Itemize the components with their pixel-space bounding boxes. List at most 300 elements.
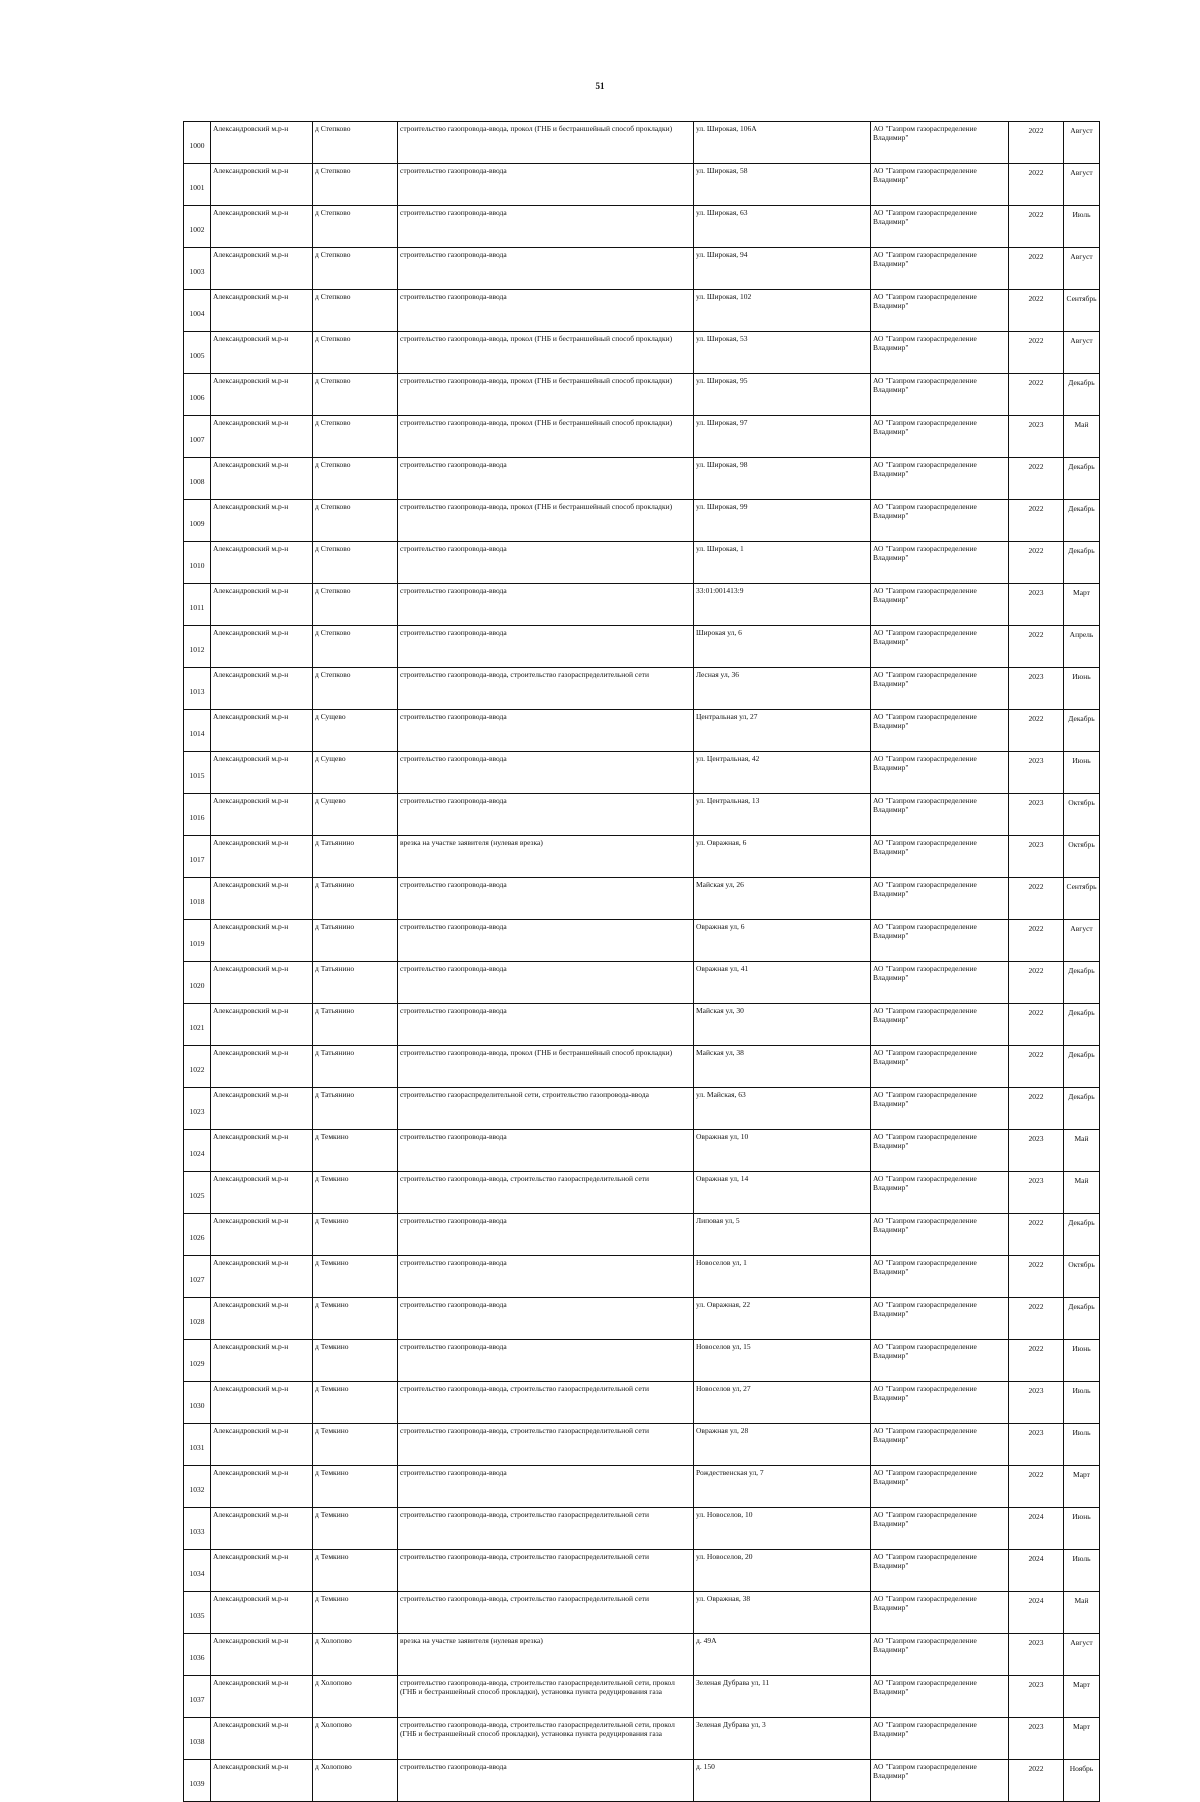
table-row	[184, 332, 1100, 374]
address-cell: Майская ул, 26	[694, 878, 871, 920]
district-cell: Александровский м.р-н	[211, 1676, 313, 1718]
row-number: 1030	[184, 1382, 211, 1424]
address-cell: Новоселов ул, 1	[694, 1256, 871, 1298]
year-cell: 2023	[1009, 1172, 1064, 1214]
address-cell: ул. Широкая, 98	[694, 458, 871, 500]
district-cell: Александровский м.р-н	[211, 1298, 313, 1340]
village-cell: д Темкино	[313, 1592, 398, 1634]
table-row	[184, 1088, 1100, 1130]
work-type-cell: строительство газопровода-ввода	[398, 542, 694, 584]
district-cell: Александровский м.р-н	[211, 752, 313, 794]
month-cell: Май	[1064, 1172, 1100, 1214]
address-cell: ул. Широкая, 58	[694, 164, 871, 206]
address-cell: Лесная ул, 36	[694, 668, 871, 710]
address-cell: Овражная ул, 10	[694, 1130, 871, 1172]
district-cell: Александровский м.р-н	[211, 416, 313, 458]
work-type-cell: строительство газопровода-ввода	[398, 206, 694, 248]
village-cell: д Холопово	[313, 1676, 398, 1718]
village-cell: д Степково	[313, 458, 398, 500]
district-cell: Александровский м.р-н	[211, 1130, 313, 1172]
district-cell: Александровский м.р-н	[211, 1550, 313, 1592]
year-cell: 2023	[1009, 1676, 1064, 1718]
year-cell: 2022	[1009, 290, 1064, 332]
village-cell: д Холопово	[313, 1634, 398, 1676]
year-cell: 2022	[1009, 332, 1064, 374]
village-cell: д Степково	[313, 206, 398, 248]
year-cell: 2022	[1009, 962, 1064, 1004]
table-row	[184, 1214, 1100, 1256]
table-row	[184, 878, 1100, 920]
row-number: 1031	[184, 1424, 211, 1466]
work-type-cell: строительство газопровода-ввода	[398, 1760, 694, 1802]
organization-cell: АО "Газпром газораспределение Владимир"	[871, 1298, 1009, 1340]
district-cell: Александровский м.р-н	[211, 206, 313, 248]
year-cell: 2022	[1009, 1046, 1064, 1088]
address-cell: Зеленая Дубрава ул, 11	[694, 1676, 871, 1718]
table-row	[184, 962, 1100, 1004]
year-cell: 2022	[1009, 626, 1064, 668]
year-cell: 2023	[1009, 416, 1064, 458]
district-cell: Александровский м.р-н	[211, 248, 313, 290]
table-row	[184, 374, 1100, 416]
organization-cell: АО "Газпром газораспределение Владимир"	[871, 1214, 1009, 1256]
work-type-cell: строительство газопровода-ввода, строительство газораспределительной сети, прокол (ГНБ и бестраншейный способ прокладки), установка пункта редуцирования газа	[398, 1676, 694, 1718]
table-row	[184, 458, 1100, 500]
village-cell: д Холопово	[313, 1718, 398, 1760]
district-cell: Александровский м.р-н	[211, 332, 313, 374]
district-cell: Александровский м.р-н	[211, 794, 313, 836]
address-cell: Новоселов ул, 15	[694, 1340, 871, 1382]
organization-cell: АО "Газпром газораспределение Владимир"	[871, 584, 1009, 626]
table-row	[184, 248, 1100, 290]
address-cell: ул. Широкая, 1	[694, 542, 871, 584]
work-type-cell: строительство газопровода-ввода, прокол (ГНБ и бестраншейный способ прокладки)	[398, 416, 694, 458]
month-cell: Август	[1064, 248, 1100, 290]
village-cell: д Татьянино	[313, 1088, 398, 1130]
organization-cell: АО "Газпром газораспределение Владимир"	[871, 500, 1009, 542]
district-cell: Александровский м.р-н	[211, 1382, 313, 1424]
work-type-cell: строительство газопровода-ввода	[398, 1340, 694, 1382]
village-cell: д Сущево	[313, 794, 398, 836]
work-type-cell: строительство газопровода-ввода, прокол (ГНБ и бестраншейный способ прокладки)	[398, 1046, 694, 1088]
table-row	[184, 164, 1100, 206]
month-cell: Июнь	[1064, 1340, 1100, 1382]
address-cell: ул. Центральная, 42	[694, 752, 871, 794]
month-cell: Декабрь	[1064, 962, 1100, 1004]
row-number: 1005	[184, 332, 211, 374]
organization-cell: АО "Газпром газораспределение Владимир"	[871, 1004, 1009, 1046]
village-cell: д Сущево	[313, 752, 398, 794]
address-cell: ул. Овражная, 38	[694, 1592, 871, 1634]
organization-cell: АО "Газпром газораспределение Владимир"	[871, 1634, 1009, 1676]
village-cell: д Татьянино	[313, 1004, 398, 1046]
year-cell: 2022	[1009, 1004, 1064, 1046]
table-row	[184, 1004, 1100, 1046]
organization-cell: АО "Газпром газораспределение Владимир"	[871, 248, 1009, 290]
row-number: 1010	[184, 542, 211, 584]
address-cell: ул. Овражная, 6	[694, 836, 871, 878]
work-type-cell: строительство газопровода-ввода	[398, 584, 694, 626]
village-cell: д Степково	[313, 542, 398, 584]
organization-cell: АО "Газпром газораспределение Владимир"	[871, 122, 1009, 164]
month-cell: Март	[1064, 584, 1100, 626]
year-cell: 2022	[1009, 164, 1064, 206]
month-cell: Декабрь	[1064, 500, 1100, 542]
district-cell: Александровский м.р-н	[211, 1508, 313, 1550]
village-cell: д Темкино	[313, 1298, 398, 1340]
work-type-cell: строительство газопровода-ввода, строительство газораспределительной сети	[398, 1382, 694, 1424]
year-cell: 2022	[1009, 1088, 1064, 1130]
table-body	[184, 122, 1100, 1802]
year-cell: 2022	[1009, 122, 1064, 164]
table-row	[184, 584, 1100, 626]
table-row	[184, 1340, 1100, 1382]
row-number: 1027	[184, 1256, 211, 1298]
district-cell: Александровский м.р-н	[211, 878, 313, 920]
village-cell: д Темкино	[313, 1466, 398, 1508]
month-cell: Октябрь	[1064, 794, 1100, 836]
table-row	[184, 206, 1100, 248]
table-row	[184, 1424, 1100, 1466]
work-type-cell: строительство газораспределительной сети, строительство газопровода-ввода	[398, 1088, 694, 1130]
table-row	[184, 1382, 1100, 1424]
village-cell: д Темкино	[313, 1424, 398, 1466]
year-cell: 2023	[1009, 794, 1064, 836]
address-cell: ул. Майская, 63	[694, 1088, 871, 1130]
month-cell: Ноябрь	[1064, 1760, 1100, 1802]
month-cell: Декабрь	[1064, 1214, 1100, 1256]
organization-cell: АО "Газпром газораспределение Владимир"	[871, 836, 1009, 878]
address-cell: ул. Широкая, 53	[694, 332, 871, 374]
village-cell: д Степково	[313, 374, 398, 416]
year-cell: 2023	[1009, 668, 1064, 710]
organization-cell: АО "Газпром газораспределение Владимир"	[871, 752, 1009, 794]
village-cell: д Степково	[313, 290, 398, 332]
organization-cell: АО "Газпром газораспределение Владимир"	[871, 626, 1009, 668]
address-cell: Рождественская ул, 7	[694, 1466, 871, 1508]
row-number: 1009	[184, 500, 211, 542]
year-cell: 2022	[1009, 248, 1064, 290]
year-cell: 2022	[1009, 710, 1064, 752]
year-cell: 2022	[1009, 542, 1064, 584]
village-cell: д Татьянино	[313, 878, 398, 920]
year-cell: 2024	[1009, 1508, 1064, 1550]
district-cell: Александровский м.р-н	[211, 290, 313, 332]
table-row	[184, 752, 1100, 794]
row-number: 1004	[184, 290, 211, 332]
village-cell: д Степково	[313, 668, 398, 710]
work-type-cell: строительство газопровода-ввода	[398, 752, 694, 794]
row-number: 1034	[184, 1550, 211, 1592]
year-cell: 2022	[1009, 1466, 1064, 1508]
work-type-cell: строительство газопровода-ввода, строительство газораспределительной сети	[398, 1550, 694, 1592]
table-row	[184, 1130, 1100, 1172]
year-cell: 2022	[1009, 1760, 1064, 1802]
village-cell: д Темкино	[313, 1340, 398, 1382]
month-cell: Декабрь	[1064, 1004, 1100, 1046]
village-cell: д Темкино	[313, 1508, 398, 1550]
row-number: 1008	[184, 458, 211, 500]
district-cell: Александровский м.р-н	[211, 1592, 313, 1634]
organization-cell: АО "Газпром газораспределение Владимир"	[871, 206, 1009, 248]
month-cell: Август	[1064, 1634, 1100, 1676]
organization-cell: АО "Газпром газораспределение Владимир"	[871, 1592, 1009, 1634]
organization-cell: АО "Газпром газораспределение Владимир"	[871, 1256, 1009, 1298]
row-number: 1024	[184, 1130, 211, 1172]
month-cell: Октябрь	[1064, 1256, 1100, 1298]
month-cell: Июль	[1064, 1424, 1100, 1466]
row-number: 1006	[184, 374, 211, 416]
row-number: 1035	[184, 1592, 211, 1634]
district-cell: Александровский м.р-н	[211, 668, 313, 710]
district-cell: Александровский м.р-н	[211, 1424, 313, 1466]
row-number: 1023	[184, 1088, 211, 1130]
year-cell: 2024	[1009, 1550, 1064, 1592]
village-cell: д Татьянино	[313, 962, 398, 1004]
work-type-cell: строительство газопровода-ввода, строительство газораспределительной сети	[398, 668, 694, 710]
table-row	[184, 1298, 1100, 1340]
row-number: 1036	[184, 1634, 211, 1676]
organization-cell: АО "Газпром газораспределение Владимир"	[871, 710, 1009, 752]
village-cell: д Татьянино	[313, 1046, 398, 1088]
table-row	[184, 290, 1100, 332]
year-cell: 2023	[1009, 1130, 1064, 1172]
month-cell: Июнь	[1064, 752, 1100, 794]
month-cell: Март	[1064, 1676, 1100, 1718]
village-cell: д Степково	[313, 122, 398, 164]
address-cell: Овражная ул, 14	[694, 1172, 871, 1214]
work-type-cell: строительство газопровода-ввода, строительство газораспределительной сети	[398, 1508, 694, 1550]
month-cell: Июль	[1064, 1550, 1100, 1592]
work-type-cell: строительство газопровода-ввода	[398, 920, 694, 962]
village-cell: д Степково	[313, 626, 398, 668]
address-cell: Липовая ул, 5	[694, 1214, 871, 1256]
year-cell: 2023	[1009, 1718, 1064, 1760]
month-cell: Сентябрь	[1064, 878, 1100, 920]
work-type-cell: строительство газопровода-ввода	[398, 164, 694, 206]
work-type-cell: строительство газопровода-ввода	[398, 1130, 694, 1172]
work-type-cell: строительство газопровода-ввода, прокол (ГНБ и бестраншейный способ прокладки)	[398, 374, 694, 416]
district-cell: Александровский м.р-н	[211, 1634, 313, 1676]
gasification-register-table	[183, 121, 1100, 1802]
row-number: 1000	[184, 122, 211, 164]
row-number: 1011	[184, 584, 211, 626]
organization-cell: АО "Газпром газораспределение Владимир"	[871, 1046, 1009, 1088]
village-cell: д Темкино	[313, 1172, 398, 1214]
row-number: 1002	[184, 206, 211, 248]
address-cell: ул. Широкая, 97	[694, 416, 871, 458]
work-type-cell: строительство газопровода-ввода	[398, 1256, 694, 1298]
organization-cell: АО "Газпром газораспределение Владимир"	[871, 374, 1009, 416]
month-cell: Декабрь	[1064, 1046, 1100, 1088]
work-type-cell: строительство газопровода-ввода, строительство газораспределительной сети	[398, 1424, 694, 1466]
month-cell: Декабрь	[1064, 710, 1100, 752]
table-row	[184, 836, 1100, 878]
month-cell: Декабрь	[1064, 1298, 1100, 1340]
district-cell: Александровский м.р-н	[211, 1466, 313, 1508]
row-number: 1038	[184, 1718, 211, 1760]
address-cell: ул. Новоселов, 10	[694, 1508, 871, 1550]
table-row	[184, 122, 1100, 164]
district-cell: Александровский м.р-н	[211, 920, 313, 962]
year-cell: 2023	[1009, 1382, 1064, 1424]
district-cell: Александровский м.р-н	[211, 1004, 313, 1046]
village-cell: д Темкино	[313, 1382, 398, 1424]
district-cell: Александровский м.р-н	[211, 836, 313, 878]
address-cell: ул. Широкая, 94	[694, 248, 871, 290]
work-type-cell: строительство газопровода-ввода, прокол (ГНБ и бестраншейный способ прокладки)	[398, 500, 694, 542]
work-type-cell: строительство газопровода-ввода	[398, 1004, 694, 1046]
organization-cell: АО "Газпром газораспределение Владимир"	[871, 878, 1009, 920]
district-cell: Александровский м.р-н	[211, 458, 313, 500]
row-number: 1014	[184, 710, 211, 752]
address-cell: Майская ул, 38	[694, 1046, 871, 1088]
year-cell: 2022	[1009, 1298, 1064, 1340]
month-cell: Декабрь	[1064, 1088, 1100, 1130]
table-row	[184, 1634, 1100, 1676]
work-type-cell: строительство газопровода-ввода	[398, 878, 694, 920]
table-row	[184, 1760, 1100, 1802]
month-cell: Август	[1064, 164, 1100, 206]
work-type-cell: строительство газопровода-ввода, строительство газораспределительной сети	[398, 1592, 694, 1634]
district-cell: Александровский м.р-н	[211, 710, 313, 752]
row-number: 1039	[184, 1760, 211, 1802]
address-cell: д. 150	[694, 1760, 871, 1802]
village-cell: д Степково	[313, 416, 398, 458]
work-type-cell: строительство газопровода-ввода	[398, 962, 694, 1004]
address-cell: Майская ул, 30	[694, 1004, 871, 1046]
work-type-cell: строительство газопровода-ввода	[398, 458, 694, 500]
row-number: 1016	[184, 794, 211, 836]
row-number: 1013	[184, 668, 211, 710]
village-cell: д Темкино	[313, 1214, 398, 1256]
table-row	[184, 710, 1100, 752]
organization-cell: АО "Газпром газораспределение Владимир"	[871, 1550, 1009, 1592]
district-cell: Александровский м.р-н	[211, 962, 313, 1004]
district-cell: Александровский м.р-н	[211, 584, 313, 626]
table-row	[184, 542, 1100, 584]
work-type-cell: строительство газопровода-ввода	[398, 290, 694, 332]
month-cell: Март	[1064, 1466, 1100, 1508]
work-type-cell: строительство газопровода-ввода	[398, 710, 694, 752]
year-cell: 2022	[1009, 206, 1064, 248]
organization-cell: АО "Газпром газораспределение Владимир"	[871, 962, 1009, 1004]
row-number: 1020	[184, 962, 211, 1004]
table-row	[184, 1508, 1100, 1550]
address-cell: ул. Широкая, 102	[694, 290, 871, 332]
year-cell: 2023	[1009, 1424, 1064, 1466]
month-cell: Июль	[1064, 1382, 1100, 1424]
address-cell: ул. Широкая, 99	[694, 500, 871, 542]
table-row	[184, 1172, 1100, 1214]
year-cell: 2022	[1009, 1214, 1064, 1256]
village-cell: д Степково	[313, 584, 398, 626]
organization-cell: АО "Газпром газораспределение Владимир"	[871, 332, 1009, 374]
month-cell: Май	[1064, 1592, 1100, 1634]
organization-cell: АО "Газпром газораспределение Владимир"	[871, 668, 1009, 710]
row-number: 1037	[184, 1676, 211, 1718]
table-row	[184, 1550, 1100, 1592]
row-number: 1029	[184, 1340, 211, 1382]
address-cell: д. 49А	[694, 1634, 871, 1676]
organization-cell: АО "Газпром газораспределение Владимир"	[871, 1172, 1009, 1214]
organization-cell: АО "Газпром газораспределение Владимир"	[871, 1424, 1009, 1466]
district-cell: Александровский м.р-н	[211, 626, 313, 668]
work-type-cell: строительство газопровода-ввода	[398, 1298, 694, 1340]
village-cell: д Степково	[313, 164, 398, 206]
table-row	[184, 1466, 1100, 1508]
table-row	[184, 920, 1100, 962]
month-cell: Март	[1064, 1718, 1100, 1760]
month-cell: Август	[1064, 920, 1100, 962]
row-number: 1028	[184, 1298, 211, 1340]
month-cell: Июнь	[1064, 668, 1100, 710]
month-cell: Август	[1064, 122, 1100, 164]
work-type-cell: врезка на участке заявителя (нулевая врезка)	[398, 836, 694, 878]
address-cell: Центральная ул, 27	[694, 710, 871, 752]
table-row	[184, 1718, 1100, 1760]
district-cell: Александровский м.р-н	[211, 164, 313, 206]
village-cell: д Темкино	[313, 1130, 398, 1172]
village-cell: д Степково	[313, 500, 398, 542]
table-row	[184, 500, 1100, 542]
address-cell: ул. Центральная, 13	[694, 794, 871, 836]
month-cell: Сентябрь	[1064, 290, 1100, 332]
address-cell: ул. Широкая, 95	[694, 374, 871, 416]
month-cell: Декабрь	[1064, 458, 1100, 500]
district-cell: Александровский м.р-н	[211, 1214, 313, 1256]
month-cell: Август	[1064, 332, 1100, 374]
table-row	[184, 668, 1100, 710]
organization-cell: АО "Газпром газораспределение Владимир"	[871, 1130, 1009, 1172]
month-cell: Май	[1064, 1130, 1100, 1172]
village-cell: д Холопово	[313, 1760, 398, 1802]
row-number: 1033	[184, 1508, 211, 1550]
village-cell: д Темкино	[313, 1550, 398, 1592]
district-cell: Александровский м.р-н	[211, 1718, 313, 1760]
month-cell: Декабрь	[1064, 374, 1100, 416]
district-cell: Александровский м.р-н	[211, 1046, 313, 1088]
address-cell: ул. Широкая, 63	[694, 206, 871, 248]
organization-cell: АО "Газпром газораспределение Владимир"	[871, 1676, 1009, 1718]
row-number: 1012	[184, 626, 211, 668]
organization-cell: АО "Газпром газораспределение Владимир"	[871, 1718, 1009, 1760]
month-cell: Июнь	[1064, 1508, 1100, 1550]
work-type-cell: строительство газопровода-ввода	[398, 1214, 694, 1256]
year-cell: 2022	[1009, 500, 1064, 542]
work-type-cell: строительство газопровода-ввода	[398, 248, 694, 290]
district-cell: Александровский м.р-н	[211, 1088, 313, 1130]
year-cell: 2022	[1009, 374, 1064, 416]
organization-cell: АО "Газпром газораспределение Владимир"	[871, 1340, 1009, 1382]
table-row	[184, 1676, 1100, 1718]
address-cell: ул. Широкая, 106А	[694, 122, 871, 164]
row-number: 1032	[184, 1466, 211, 1508]
village-cell: д Сущево	[313, 710, 398, 752]
month-cell: Апрель	[1064, 626, 1100, 668]
year-cell: 2022	[1009, 920, 1064, 962]
village-cell: д Степково	[313, 248, 398, 290]
row-number: 1025	[184, 1172, 211, 1214]
month-cell: Декабрь	[1064, 542, 1100, 584]
year-cell: 2022	[1009, 458, 1064, 500]
address-cell: ул. Новоселов, 20	[694, 1550, 871, 1592]
year-cell: 2023	[1009, 1634, 1064, 1676]
organization-cell: АО "Газпром газораспределение Владимир"	[871, 164, 1009, 206]
year-cell: 2024	[1009, 1592, 1064, 1634]
row-number: 1018	[184, 878, 211, 920]
row-number: 1022	[184, 1046, 211, 1088]
